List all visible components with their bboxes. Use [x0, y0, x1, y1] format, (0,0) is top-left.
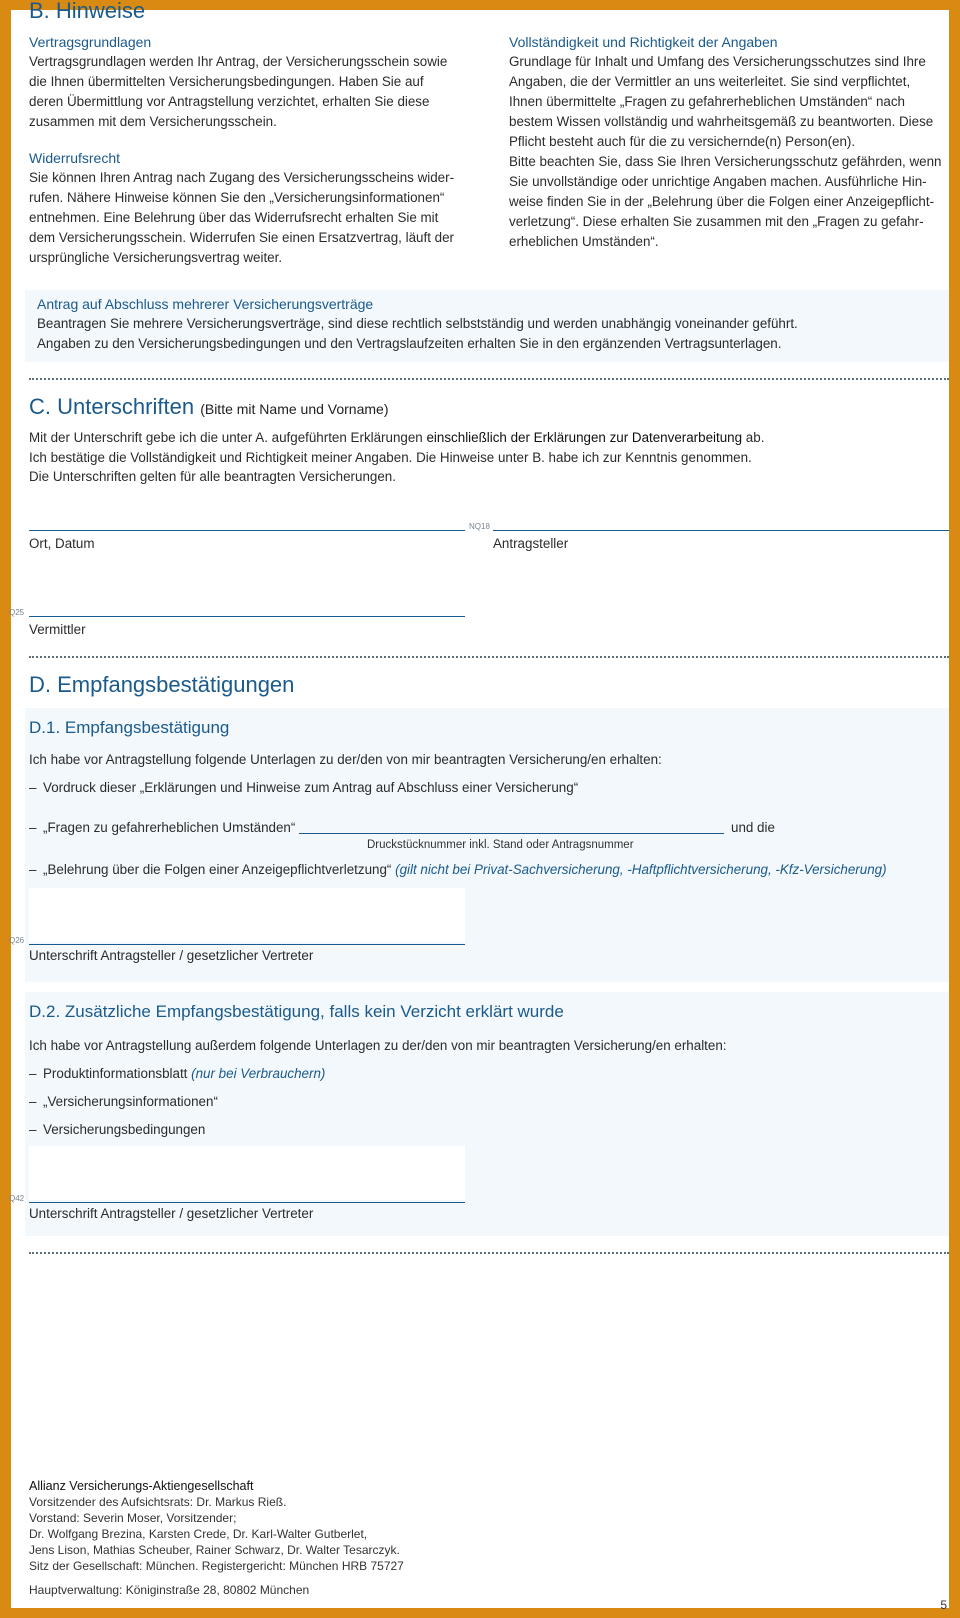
- field-code: Q25: [9, 608, 25, 617]
- d1-intro: Ich habe vor Antragstellung folgende Unterlagen zu der/den von mir beantragten Versicherung/en erhalten:: [29, 752, 662, 767]
- footer-line: Jens Lison, Mathias Scheuber, Rainer Schwarz, Dr. Walter Tesarczyk.: [29, 1543, 400, 1557]
- text-line: Ihnen übermittelte „Fragen zu gefahrerheblichen Umständen“ nach: [509, 94, 905, 109]
- d2-title: D.2. Zusätzliche Empfangsbestätigung, falls kein Verzicht erklärt wurde: [29, 1002, 564, 1021]
- company-footer: [29, 1478, 404, 1598]
- dash: –: [29, 780, 37, 795]
- vertragsgrundlagen-block: [29, 32, 461, 132]
- text-line: Sie können Ihren Antrag nach Zugang des Versicherungsscheins wider-: [29, 170, 455, 185]
- text-line: bestem Wissen vollständig und wahrheitsgemäß zu beantworten. Diese: [509, 114, 934, 129]
- section-c-title: [29, 394, 388, 420]
- text-line: erheblichen Umständen“.: [509, 234, 659, 249]
- footer-line: Vorstand: Severin Moser, Vorsitzender;: [29, 1511, 237, 1525]
- field-code: Q26: [9, 936, 25, 945]
- d1-item-vordruck: [29, 778, 578, 798]
- footer-line: Vorsitzender des Aufsichtsrats: Dr. Markus Rieß.: [29, 1495, 287, 1509]
- document-page: [9, 0, 949, 1612]
- d2-item-text: „Versicherungsinformationen“: [43, 1094, 218, 1109]
- text-line: die Ihnen übermittelten Versicherungsbedingungen. Haben Sie auf: [29, 74, 424, 89]
- widerrufsrecht-block: [29, 148, 461, 268]
- text-line: Angaben, die der Vermittler an uns weiterleitet. Sie sind verpflichtet,: [509, 74, 911, 89]
- divider: [29, 1252, 949, 1254]
- text-line: weise finden Sie in der „Belehrung über die Folgen einer Anzeigepflicht-: [509, 194, 935, 209]
- ort-datum-field[interactable]: [29, 530, 465, 531]
- footer-line: Dr. Wolfgang Brezina, Karsten Crede, Dr. Karl-Walter Gutberlet,: [29, 1527, 368, 1541]
- dash: –: [29, 1122, 37, 1137]
- antragsteller-label: Antragsteller: [493, 536, 569, 551]
- text-line: zusammen mit dem Versicherungsschein.: [29, 114, 277, 129]
- text-line: Beantragen Sie mehrere Versicherungsverträge, sind diese rechtlich selbstständig und werden unabhängig voneinander geführt.: [37, 316, 798, 331]
- dash: –: [29, 1094, 37, 1109]
- d1-signature-field[interactable]: [29, 944, 465, 945]
- multi-contract-panel: [25, 290, 949, 362]
- data-processing-emphasis: einschließlich der Erklärungen zur Datenverarbeitung: [426, 430, 743, 445]
- section-c-title-text: C. Unterschriften: [29, 394, 195, 419]
- dash: –: [29, 820, 37, 835]
- d2-item-versicherungsinfo: [29, 1092, 218, 1112]
- footer-line: Sitz der Gesellschaft: München. Registergericht: München HRB 75727: [29, 1559, 404, 1573]
- d1-item-text: „Fragen zu gefahrerheblichen Umständen“: [43, 820, 296, 835]
- d1-item-fragen: [29, 818, 295, 838]
- signature-declaration-line: [29, 428, 764, 448]
- text-line: ursprüngliche Versicherungsvertrag weiter.: [29, 250, 283, 265]
- d1-item-note: (gilt nicht bei Privat-Sachversicherung, -Haftpflichtversicherung, -Kfz-Versicherung): [395, 862, 887, 877]
- vermittler-label: Vermittler: [29, 622, 86, 637]
- divider: [29, 656, 949, 658]
- section-c-title-note: (Bitte mit Name und Vorname): [200, 401, 389, 417]
- text-line: Ich bestätige die Vollständigkeit und Richtigkeit meiner Angaben. Die Hinweise unter B. habe ich zur Kenntnis genommen.: [29, 450, 752, 465]
- text-span: ab.: [742, 430, 765, 445]
- vertragsgrundlagen-heading: Vertragsgrundlagen: [29, 34, 152, 50]
- section-d-title: D. Empfangsbestätigungen: [29, 672, 295, 697]
- text-line: rufen. Nähere Hinweise können Sie den „Versicherungsinformationen“: [29, 190, 445, 205]
- d2-item-bedingungen: [29, 1120, 205, 1140]
- text-line: Angaben zu den Versicherungsbedingungen und den Vertragslaufzeiten erhalten Sie in den ergänzenden Vertragsunterlagen.: [37, 336, 782, 351]
- field-code: NQ18: [469, 522, 490, 531]
- d2-intro: Ich habe vor Antragstellung außerdem folgende Unterlagen zu der/den von mir beantragten Versicherung/en erhalten:: [29, 1038, 727, 1053]
- widerrufsrecht-heading: Widerrufsrecht: [29, 150, 121, 166]
- d2-item-produktinfo: [29, 1064, 325, 1084]
- text-line: verletzung“. Diese erhalten Sie zusammen mit den „Fragen zu gefahr-: [509, 214, 924, 229]
- text-line: Vertragsgrundlagen werden Ihr Antrag, der Versicherungsschein sowie: [29, 54, 448, 69]
- druckstuecknummer-caption: Druckstücknummer inkl. Stand oder Antragsnummer: [367, 839, 634, 851]
- d2-item-text: Produktinformationsblatt: [43, 1066, 188, 1081]
- ort-datum-label: Ort, Datum: [29, 536, 95, 551]
- d2-signature-label: Unterschrift Antragsteller / gesetzlicher Vertreter: [29, 1206, 314, 1221]
- multi-contract-heading: Antrag auf Abschluss mehrerer Versicherungsverträge: [37, 296, 374, 312]
- antragsteller-signature-field[interactable]: [493, 530, 949, 531]
- page-number: 5: [940, 1598, 947, 1612]
- section-b-title: B. Hinweise: [29, 0, 146, 23]
- d2-signature-box[interactable]: [29, 1146, 465, 1200]
- text-line: Grundlage für Inhalt und Umfang des Versicherungsschutzes sind Ihre: [509, 54, 926, 69]
- vermittler-signature-field[interactable]: [29, 616, 465, 617]
- d2-item-note: (nur bei Verbrauchern): [191, 1066, 326, 1081]
- divider: [29, 378, 949, 380]
- vollstaendigkeit-block: [509, 32, 945, 252]
- text-line: Sie unvollständige oder unrichtige Angaben machen. Ausführliche Hin-: [509, 174, 927, 189]
- text-line: dem Versicherungsschein. Widerrufen Sie einen Ersatzvertrag, läuft der: [29, 230, 454, 245]
- d1-item-text: Vordruck dieser „Erklärungen und Hinweise zum Antrag auf Abschluss einer Versicherung“: [43, 780, 579, 795]
- und-die-text: und die: [731, 820, 775, 835]
- d2-signature-field[interactable]: [29, 1202, 465, 1203]
- text-line: Die Unterschriften gelten für alle beantragten Versicherungen.: [29, 469, 396, 484]
- d2-item-text: Versicherungsbedingungen: [43, 1122, 206, 1137]
- d1-item-belehrung: [29, 860, 887, 880]
- d1-title: D.1. Empfangsbestätigung: [29, 718, 230, 737]
- druckstuecknummer-field[interactable]: [299, 833, 724, 834]
- d1-signature-box[interactable]: [29, 888, 465, 942]
- company-name: Allianz Versicherungs-Aktiengesellschaft: [29, 1479, 254, 1493]
- text-line: Pflicht besteht auch für die zu versichernde(n) Person(en).: [509, 134, 856, 149]
- vollstaendigkeit-heading: Vollständigkeit und Richtigkeit der Angaben: [509, 34, 778, 50]
- text-line: Bitte beachten Sie, dass Sie Ihren Versicherungsschutz gefährden, wenn: [509, 154, 942, 169]
- field-code: Q42: [9, 1194, 25, 1203]
- d1-signature-label: Unterschrift Antragsteller / gesetzlicher Vertreter: [29, 948, 314, 963]
- text-line: deren Übermittlung vor Antragstellung verzichtet, erhalten Sie diese: [29, 94, 430, 109]
- dash: –: [29, 862, 37, 877]
- dash: –: [29, 1066, 37, 1081]
- text-line: entnehmen. Eine Belehrung über das Widerrufsrecht erhalten Sie mit: [29, 210, 439, 225]
- headquarters: Hauptverwaltung: Königinstraße 28, 80802 München: [29, 1583, 310, 1597]
- d1-item-text: „Belehrung über die Folgen einer Anzeigepflichtverletzung“: [43, 862, 392, 877]
- text-span: Mit der Unterschrift gebe ich die unter A. aufgeführten Erklärungen: [29, 430, 427, 445]
